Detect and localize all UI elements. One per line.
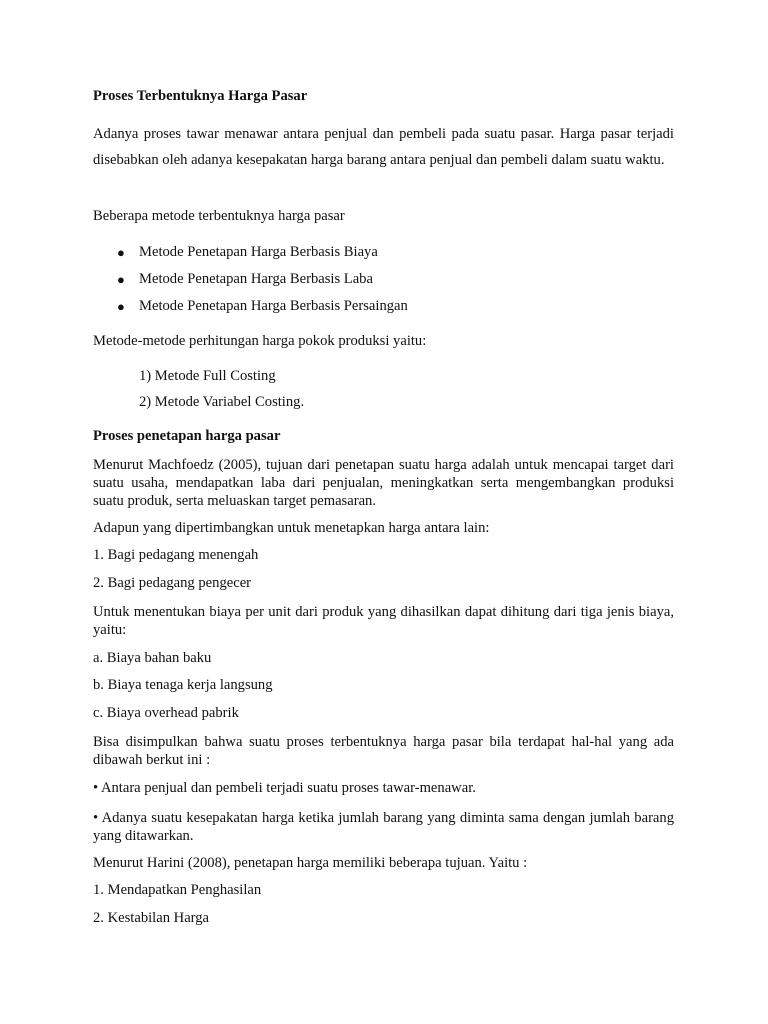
intro-paragraph: Adanya proses tawar menawar antara penjual dan pembeli pada suatu pasar. Harga pasar terjadi disebabkan oleh adanya kesepakatan harga barang antara penjual dan pembeli dalam suatu waktu. bbox=[93, 126, 674, 168]
method-item: Metode Penetapan Harga Berbasis Persaingan bbox=[139, 298, 408, 314]
section-title: Proses penetapan harga pasar bbox=[93, 428, 281, 444]
condition-item: • Antara penjual dan pembeli terjadi suatu proses tawar-menawar. bbox=[93, 780, 476, 796]
cost-intro: Untuk menentukan biaya per unit dari produk yang dihasilkan dapat dihitung dari tiga jenis biaya, yaitu: bbox=[93, 604, 674, 638]
section-title: Proses Terbentuknya Harga Pasar bbox=[93, 88, 308, 104]
costing-item: 1) Metode Full Costing bbox=[139, 368, 276, 384]
cost-item: c. Biaya overhead pabrik bbox=[93, 705, 239, 721]
bullet-icon: ● bbox=[117, 299, 125, 314]
costing-item: 2) Metode Variabel Costing. bbox=[139, 394, 305, 410]
method-item: Metode Penetapan Harga Berbasis Laba bbox=[139, 271, 373, 287]
goal-item: 2. Kestabilan Harga bbox=[93, 910, 210, 926]
method-item: Metode Penetapan Harga Berbasis Biaya bbox=[139, 244, 378, 260]
considered-intro: Adapun yang dipertimbangkan untuk menetapkan harga antara lain: bbox=[93, 520, 490, 536]
goal-item: 1. Mendapatkan Penghasilan bbox=[93, 882, 262, 898]
costing-intro: Metode-metode perhitungan harga pokok produksi yaitu: bbox=[93, 333, 427, 349]
cost-item: b. Biaya tenaga kerja langsung bbox=[93, 677, 273, 693]
cost-item: a. Biaya bahan baku bbox=[93, 650, 212, 666]
bullet-icon: ● bbox=[117, 272, 125, 287]
conclusion-paragraph: Bisa disimpulkan bahwa suatu proses terbentuknya harga pasar bila terdapat hal-hal yang ada dibawah berkut ini : bbox=[93, 734, 674, 768]
considered-item: 1. Bagi pedagang menengah bbox=[93, 547, 259, 563]
methods-intro: Beberapa metode terbentuknya harga pasar bbox=[93, 208, 345, 224]
harini-paragraph: Menurut Harini (2008), penetapan harga memiliki beberapa tujuan. Yaitu : bbox=[93, 855, 528, 871]
machfoedz-paragraph: Menurut Machfoedz (2005), tujuan dari penetapan suatu harga adalah untuk mencapai target dari suatu usaha, mendapatkan laba dari penjualan, meningkatkan serta mengembangkan produksi suatu produk, serta meluaskan target pemasaran. bbox=[93, 457, 674, 509]
considered-item: 2. Bagi pedagang pengecer bbox=[93, 575, 252, 591]
condition-item: • Adanya suatu kesepakatan harga ketika jumlah barang yang diminta sama dengan jumlah barang yang ditawarkan. bbox=[93, 810, 674, 844]
bullet-icon: ● bbox=[117, 245, 125, 260]
